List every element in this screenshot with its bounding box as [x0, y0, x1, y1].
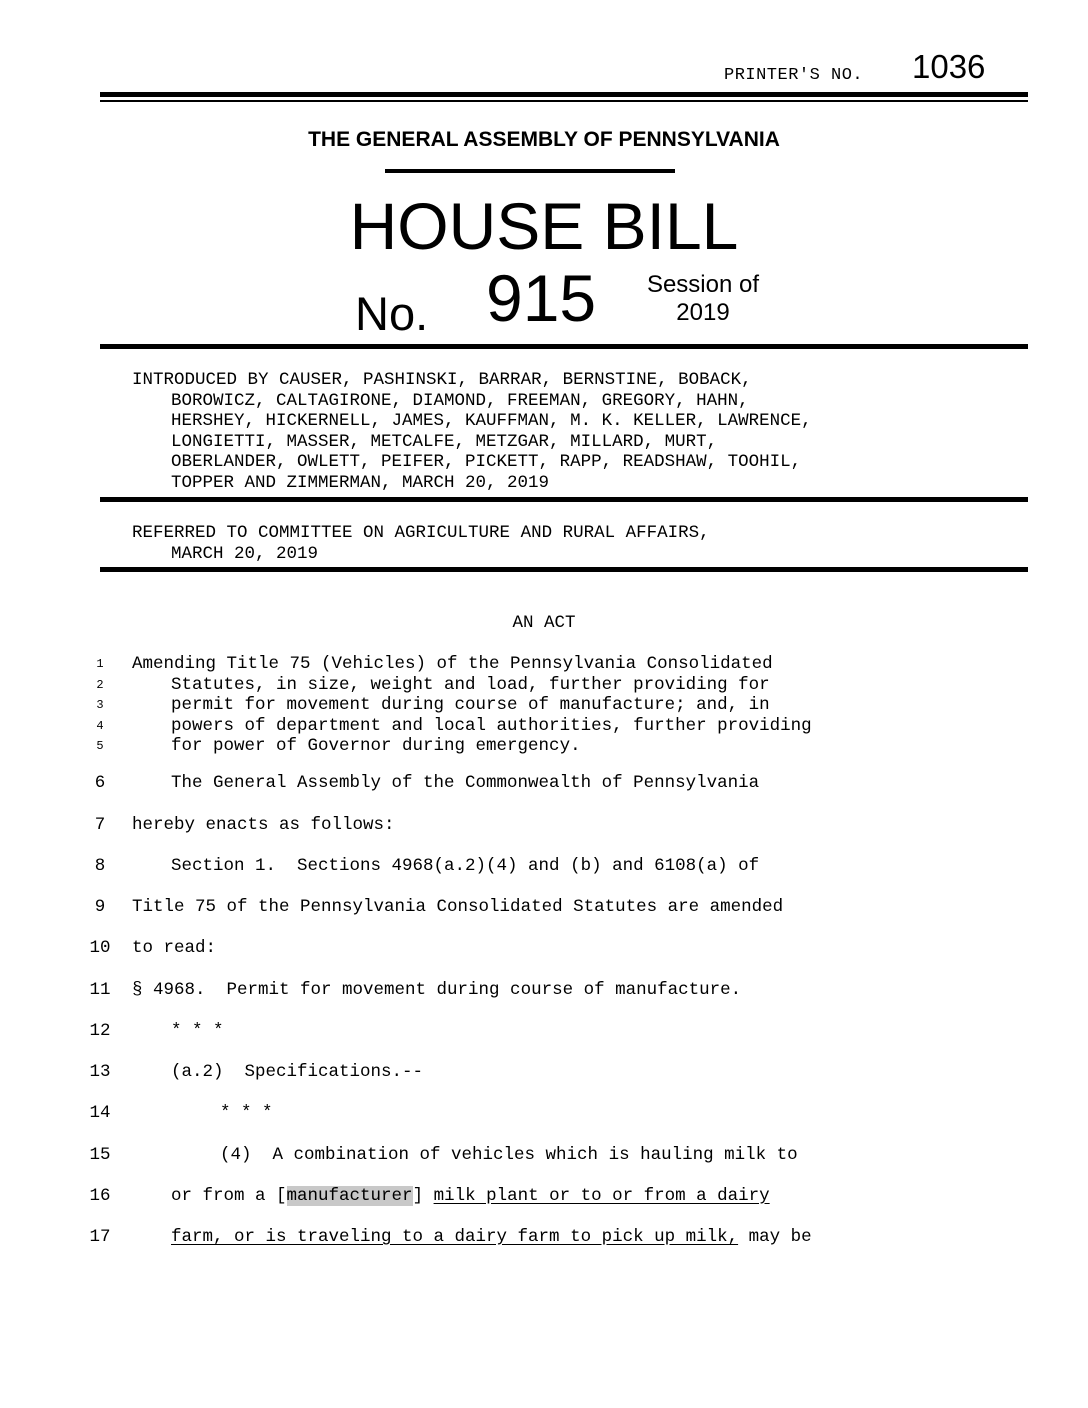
- act-heading: AN ACT: [512, 613, 576, 633]
- body-line: to read:: [132, 938, 217, 958]
- line-number: 5: [96, 739, 104, 753]
- title-line: Statutes, in size, weight and load, further providing for: [171, 674, 770, 695]
- line-number: 7: [94, 815, 106, 835]
- line-number: 16: [89, 1186, 111, 1206]
- header-bottom-rule: [100, 344, 1028, 349]
- title-line: for power of Governor during emergency.: [171, 736, 581, 756]
- introduced-line: OBERLANDER, OWLETT, PEIFER, PICKETT, RAPP, READSHAW, TOOHIL,: [171, 452, 802, 472]
- body-line: The General Assembly of the Commonwealth of Pennsylvania: [171, 773, 760, 793]
- inserted-text: milk plant or to or from a dairy: [433, 1186, 770, 1206]
- bill-type: HOUSE BILL: [349, 189, 739, 263]
- introduced-line: INTRODUCED BY CAUSER, PASHINSKI, BARRAR, BERNSTINE, BOBACK,: [132, 370, 752, 390]
- printers-number-label: PRINTER'S NO.: [724, 66, 864, 85]
- body-line: Section 1. Sections 4968(a.2)(4) and (b) and 6108(a) of: [171, 856, 760, 876]
- body-text: ]: [412, 1186, 434, 1206]
- body-text: or from a [: [171, 1186, 287, 1206]
- line-number: 11: [89, 980, 111, 1000]
- deleted-text: manufacturer: [286, 1186, 413, 1206]
- top-rule-thin: [100, 100, 1028, 102]
- bill-number-label: No.: [355, 287, 429, 340]
- title-line: permit for movement during course of manufacture; and, in: [171, 695, 770, 715]
- bill-number: 915: [486, 261, 597, 335]
- line-number: 4: [96, 718, 104, 733]
- introduced-line: HERSHEY, HICKERNELL, JAMES, KAUFFMAN, M. K. KELLER, LAWRENCE,: [171, 411, 812, 431]
- referred-line: MARCH 20, 2019: [171, 543, 319, 564]
- line-number: 15: [89, 1145, 111, 1165]
- line-number: 6: [94, 773, 106, 793]
- line-number: 12: [89, 1021, 111, 1041]
- referred-line: REFERRED TO COMMITTEE ON AGRICULTURE AND RURAL AFFAIRS,: [132, 523, 710, 543]
- amended-line: [171, 1227, 812, 1247]
- line-number: 3: [96, 698, 104, 712]
- title-line: Amending Title 75 (Vehicles) of the Pennsylvania Consolidated: [132, 654, 773, 674]
- omission-marker: * * *: [220, 1103, 273, 1123]
- line-number: 2: [96, 677, 104, 692]
- assembly-title: THE GENERAL ASSEMBLY OF PENNSYLVANIA: [308, 128, 780, 151]
- introduced-rule: [100, 497, 1028, 502]
- section-heading: § 4968. Permit for movement during course of manufacture.: [132, 980, 742, 1000]
- body-text: may be: [738, 1227, 812, 1247]
- introduced-line: BOROWICZ, CALTAGIRONE, DIAMOND, FREEMAN, GREGORY, HAHN,: [171, 390, 749, 411]
- body-line: hereby enacts as follows:: [132, 815, 395, 835]
- introduced-line: LONGIETTI, MASSER, METCALFE, METZGAR, MILLARD, MURT,: [171, 431, 718, 452]
- line-number: 1: [96, 657, 104, 671]
- body-line: (4) A combination of vehicles which is hauling milk to: [220, 1145, 798, 1165]
- assembly-underline: [385, 169, 675, 173]
- line-number: 10: [89, 938, 111, 958]
- line-number: 8: [94, 856, 106, 876]
- omission-marker: * * *: [171, 1021, 224, 1041]
- body-line: Title 75 of the Pennsylvania Consolidated Statutes are amended: [132, 897, 784, 917]
- line-number: 9: [94, 897, 106, 917]
- title-line: powers of department and local authorities, further providing: [171, 715, 812, 736]
- top-rule-thick: [100, 92, 1028, 97]
- subsection-heading: (a.2) Specifications.--: [171, 1062, 424, 1082]
- printers-number: 1036: [912, 48, 986, 85]
- inserted-text: farm, or is traveling to a dairy farm to pick up milk,: [171, 1227, 739, 1247]
- line-number: 13: [89, 1062, 111, 1082]
- referred-rule: [100, 567, 1028, 572]
- amended-line: [171, 1186, 770, 1206]
- line-number: 17: [89, 1227, 111, 1247]
- line-number: 14: [89, 1103, 111, 1123]
- introduced-line: TOPPER AND ZIMMERMAN, MARCH 20, 2019: [171, 472, 550, 493]
- session-year: 2019: [676, 299, 730, 326]
- session-label: Session of: [646, 271, 760, 298]
